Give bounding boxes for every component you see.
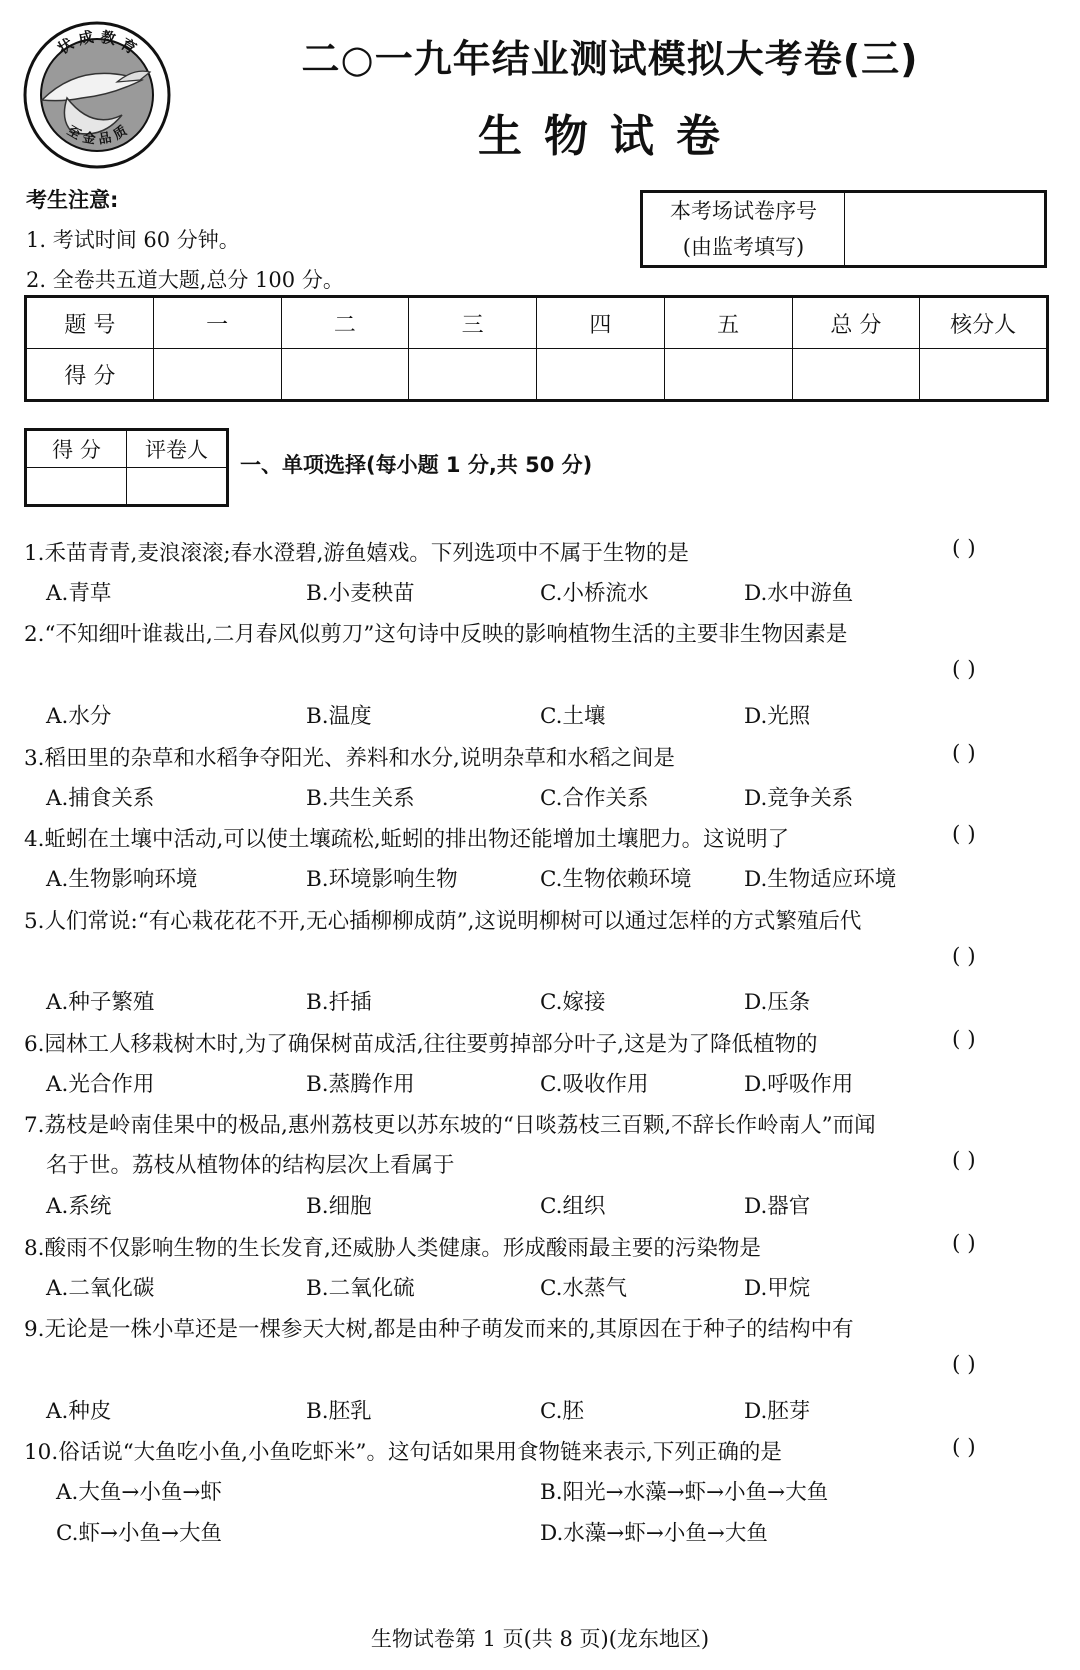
answer-bracket[interactable]: ( )	[952, 1435, 976, 1460]
option-b: B.共生关系	[306, 786, 415, 811]
option-d: D.生物适应环境	[744, 867, 897, 892]
option-b: B.二氧化硫	[306, 1276, 415, 1301]
option-d: D.竞争关系	[744, 786, 854, 811]
question-stem: 3.稻田里的杂草和水稻争夺阳光、养料和水分,说明杂草和水稻之间是	[24, 746, 675, 771]
notice-item-score: 2. 全卷共五道大题,总分 100 分。	[26, 268, 344, 292]
section-heading: 一、单项选择(每小题 1 分,共 50 分)	[240, 453, 593, 477]
proctor-serial-box	[640, 190, 1047, 268]
question-stem: 4.蚯蚓在土壤中活动,可以使土壤疏松,蚯蚓的排出物还能增加土壤肥力。这说明了	[24, 827, 790, 852]
option-d: D.压条	[744, 990, 811, 1015]
header-cell-section-1: 一	[153, 297, 281, 349]
svg-text:状 成 教 育: 状 成 教 育	[54, 27, 140, 58]
option-b: B.温度	[306, 704, 372, 729]
answer-bracket[interactable]: ( )	[952, 1027, 976, 1052]
header-cell-section-3: 三	[409, 297, 537, 349]
option-a: A.光合作用	[46, 1072, 155, 1097]
question-stem: 8.酸雨不仅影响生物的生长发育,还威胁人类健康。形成酸雨最主要的污染物是	[24, 1236, 761, 1261]
answer-bracket[interactable]: ( )	[952, 1148, 976, 1173]
answer-bracket[interactable]: ( )	[952, 822, 976, 847]
option-a: A.青草	[46, 581, 112, 606]
option-a: A.大鱼→小鱼→虾	[56, 1480, 222, 1505]
option-b: B.蒸腾作用	[306, 1072, 415, 1097]
score-cell[interactable]	[537, 349, 665, 401]
answer-bracket[interactable]: ( )	[952, 944, 976, 969]
score-cell[interactable]	[281, 349, 409, 401]
option-b: B.胚乳	[306, 1399, 372, 1424]
answer-bracket[interactable]: ( )	[952, 657, 976, 682]
option-b: B.扦插	[306, 990, 372, 1015]
option-a: A.水分	[46, 704, 112, 729]
option-d: D.胚芽	[744, 1399, 811, 1424]
proctor-serial-label	[642, 192, 845, 267]
score-table	[24, 295, 1049, 402]
question-stem: 2.“不知细叶谁裁出,二月春风似剪刀”这句诗中反映的影响植物生活的主要非生物因素是	[24, 622, 848, 647]
option-a: A.捕食关系	[46, 786, 155, 811]
option-a: A.二氧化碳	[46, 1276, 155, 1301]
option-d: D.甲烷	[744, 1276, 811, 1301]
notice-item-time: 1. 考试时间 60 分钟。	[26, 228, 240, 252]
answer-bracket[interactable]: ( )	[952, 1231, 976, 1256]
question-stem: 6.园林工人移栽树木时,为了确保树苗成活,往往要剪掉部分叶子,这是为了降低植物的	[24, 1032, 818, 1057]
option-a: A.系统	[46, 1194, 112, 1219]
score-cell[interactable]	[792, 349, 920, 401]
question-stem: 5.人们常说:“有心栽花花不开,无心插柳柳成荫”,这说明柳树可以通过怎样的方式繁殖后代	[24, 909, 862, 934]
header-cell-section-5: 五	[664, 297, 792, 349]
svg-text:至 金 品 质: 至 金 品 质	[64, 123, 130, 148]
option-d: D.器官	[744, 1194, 811, 1219]
subject-title: 生物试卷	[478, 111, 742, 162]
option-c: C.合作关系	[540, 786, 649, 811]
option-c: C.胚	[540, 1399, 585, 1424]
question-stem: 7.荔枝是岭南佳果中的极品,惠州荔枝更以苏东坡的“日啖荔枝三百颗,不辞长作岭南人”而闻	[24, 1113, 876, 1138]
option-b: B.细胞	[306, 1194, 372, 1219]
option-b: B.环境影响生物	[306, 867, 458, 892]
score-cell[interactable]	[409, 349, 537, 401]
header-cell-section-4: 四	[537, 297, 665, 349]
header-cell-section-2: 二	[281, 297, 409, 349]
option-a: A.生物影响环境	[46, 867, 198, 892]
exam-title: 二○一九年结业测试模拟大考卷(三)	[301, 37, 919, 81]
option-d: D.水中游鱼	[744, 581, 854, 606]
score-cell[interactable]	[920, 349, 1048, 401]
score-cell[interactable]	[153, 349, 281, 401]
option-c: C.土壤	[540, 704, 606, 729]
option-c: C.虾→小鱼→大鱼	[56, 1521, 223, 1546]
question-stem-continued: 名于世。荔枝从植物体的结构层次上看属于	[46, 1153, 455, 1178]
option-c: C.嫁接	[540, 990, 606, 1015]
page-footer: 生物试卷第 1 页(共 8 页)(龙东地区)	[370, 1627, 710, 1651]
option-c: C.水蒸气	[540, 1276, 628, 1301]
grader-score-label: 得 分	[26, 430, 127, 468]
question-stem: 10.俗话说“大鱼吃小鱼,小鱼吃虾米”。这句话如果用食物链来表示,下列正确的是	[24, 1440, 782, 1465]
question-stem: 9.无论是一株小草还是一棵参天大树,都是由种子萌发而来的,其原因在于种子的结构中有	[24, 1317, 854, 1342]
grader-score-field[interactable]	[26, 468, 127, 506]
logo-seal	[22, 20, 172, 170]
grader-name-label: 评卷人	[127, 430, 228, 468]
option-d: D.呼吸作用	[744, 1072, 854, 1097]
score-table-row	[26, 349, 1048, 401]
score-row-label: 得 分	[26, 349, 154, 401]
answer-bracket[interactable]: ( )	[952, 741, 976, 766]
grader-name-field[interactable]	[127, 468, 228, 506]
option-c: C.生物依赖环境	[540, 867, 692, 892]
candidate-notice	[26, 180, 344, 300]
grader-box	[24, 428, 229, 507]
notice-heading: 考生注意:	[26, 188, 119, 212]
proctor-serial-field[interactable]	[845, 192, 1046, 267]
header-cell-verifier: 核分人	[920, 297, 1048, 349]
header-cell-question-no: 题 号	[26, 297, 154, 349]
option-d: D.水藻→虾→小鱼→大鱼	[540, 1521, 768, 1546]
option-c: C.吸收作用	[540, 1072, 649, 1097]
proctor-label-line1: 本考场试卷序号	[670, 199, 817, 223]
option-a: A.种子繁殖	[46, 990, 155, 1015]
option-c: C.组织	[540, 1194, 606, 1219]
header-cell-total: 总 分	[792, 297, 920, 349]
option-d: D.光照	[744, 704, 811, 729]
score-cell[interactable]	[664, 349, 792, 401]
option-c: C.小桥流水	[540, 581, 649, 606]
answer-bracket[interactable]: ( )	[952, 1352, 976, 1377]
option-b: B.阳光→水藻→虾→小鱼→大鱼	[540, 1480, 829, 1505]
proctor-label-line2: (由监考填写)	[682, 235, 805, 259]
option-a: A.种皮	[46, 1399, 112, 1424]
score-table-header	[26, 297, 1048, 349]
answer-bracket[interactable]: ( )	[952, 536, 976, 561]
option-b: B.小麦秧苗	[306, 581, 415, 606]
question-stem: 1.禾苗青青,麦浪滚滚;春水澄碧,游鱼嬉戏。下列选项中不属于生物的是	[24, 541, 689, 566]
